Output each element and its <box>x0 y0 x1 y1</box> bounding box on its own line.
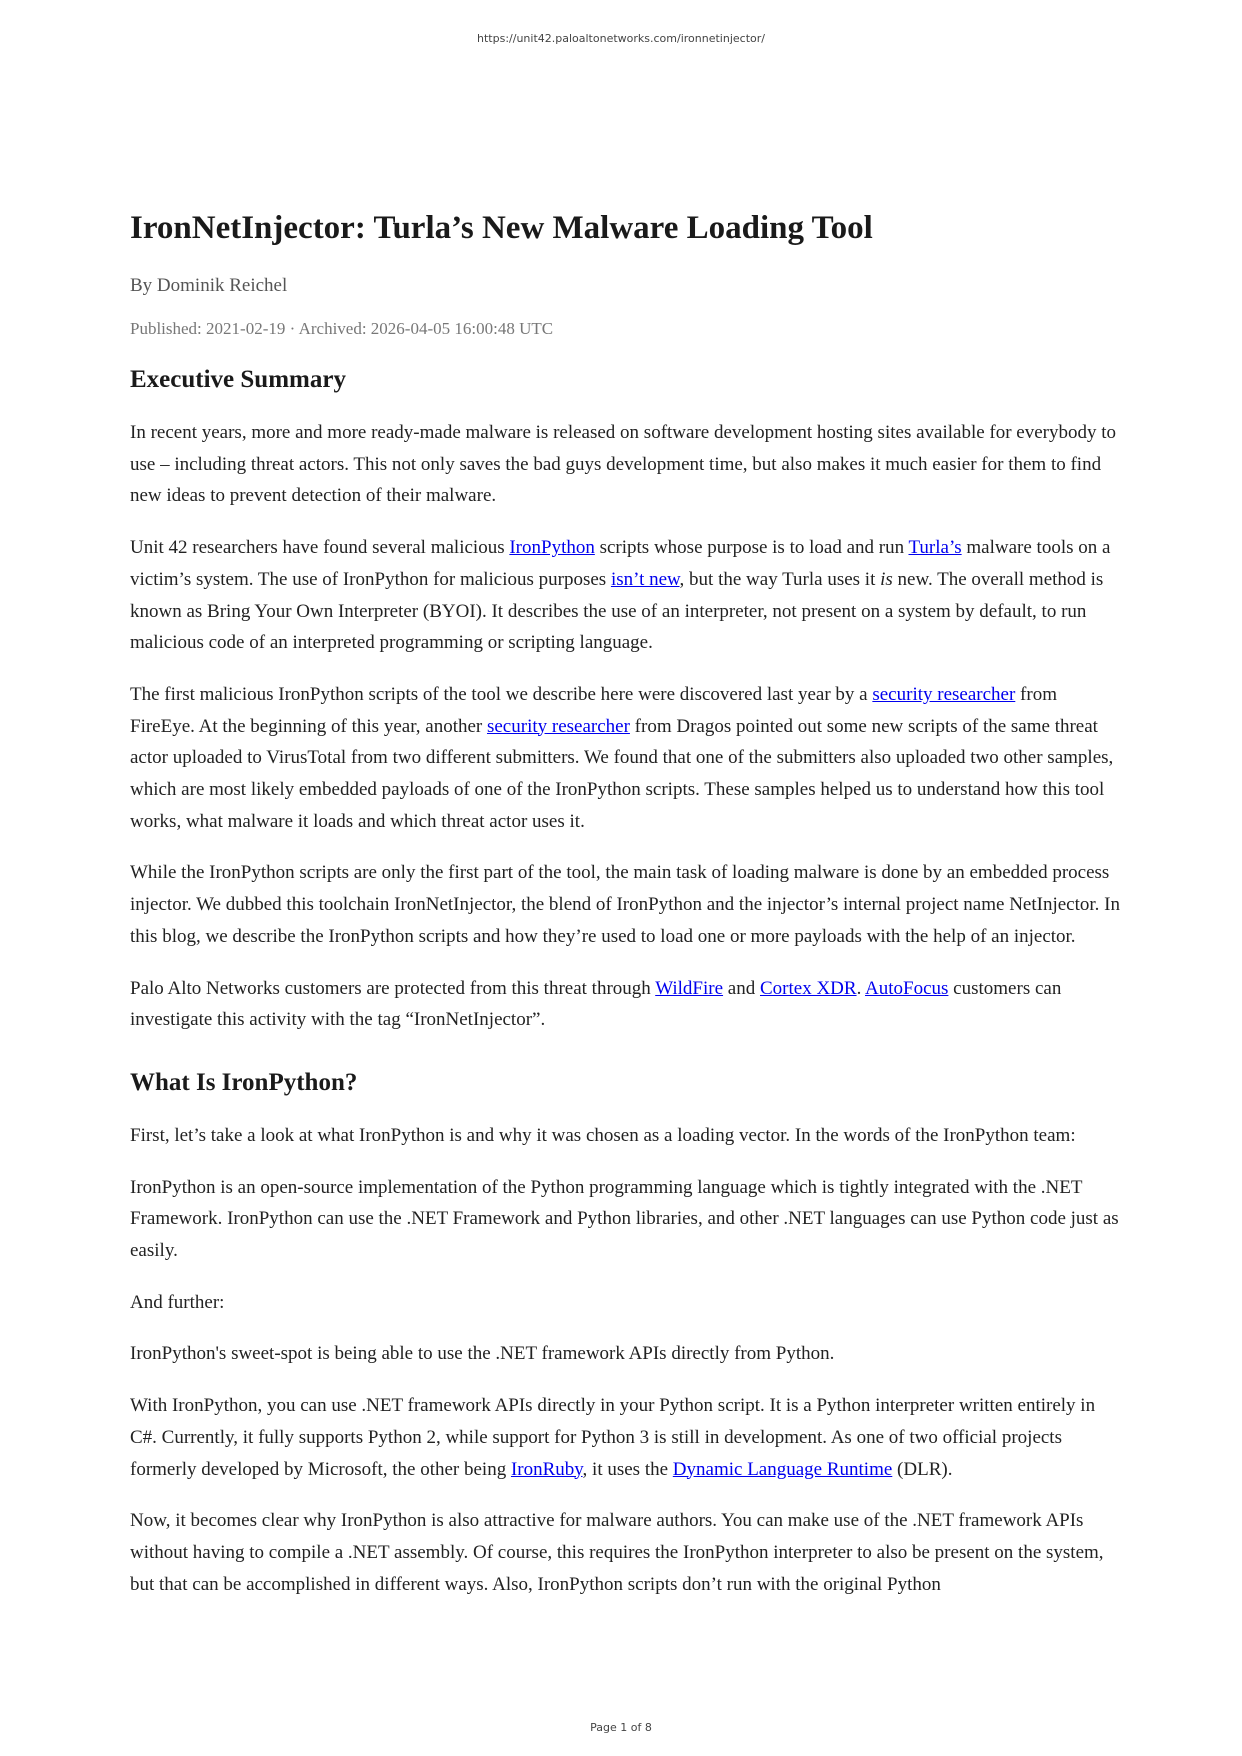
article-title: IronNetInjector: Turla’s New Malware Loading Tool <box>130 210 873 246</box>
paragraph <box>130 1505 1124 1600</box>
paragraph <box>130 1338 1124 1370</box>
paragraph <box>130 679 1124 838</box>
section-executive-summary <box>130 417 1124 1036</box>
section-heading-what-is-ironpython: What Is IronPython? <box>130 1068 358 1096</box>
inline-link[interactable]: Turla’s <box>908 537 962 559</box>
inline-link[interactable]: IronRuby <box>510 1458 583 1480</box>
paragraph <box>130 1390 1124 1485</box>
text-run: from FireEye. At the beginning of this year, another <box>130 683 1057 737</box>
text-run: And further: <box>130 1291 225 1313</box>
text-run: (DLR). <box>892 1458 953 1480</box>
emphasis-text: is <box>880 568 893 590</box>
text-run: Now, it becomes clear why IronPython is also attractive for malware authors. You can make use of the .NET framework APIs without having to compile a .NET assembly. Of course, this requires the IronPython interpreter to also be present on the system, but that can be accomplished in different ways. Also, IronPython scripts don’t run with the original Python <box>130 1510 1104 1595</box>
text-run: With IronPython, you can use .NET framework APIs directly in your Python script. It is a Python interpreter written entirely in C#. Currently, it fully supports Python 2, while support for Python 3 is still in development. As one of two official projects formerly developed by Microsoft, the other being <box>130 1395 1096 1480</box>
text-run: In recent years, more and more ready-made malware is released on software development hosting sites available for everybody to use – including threat actors. This not only saves the bad guys development time, but also makes it much easier for them to find new ideas to prevent detection of their malware. <box>130 422 1117 507</box>
inline-link[interactable]: Cortex XDR <box>759 977 857 999</box>
page-url: https://unit42.paloaltonetworks.com/ironnetinjector/ <box>477 32 765 45</box>
publish-meta: Published: 2021-02-19 · Archived: 2026-04-05 16:00:48 UTC <box>130 319 554 338</box>
text-run: , it uses the <box>582 1458 673 1480</box>
inline-link[interactable]: security researcher <box>486 715 630 737</box>
inline-link[interactable]: AutoFocus <box>865 977 949 999</box>
article <box>130 207 1124 1620</box>
paragraph <box>130 973 1124 1036</box>
section-heading-executive-summary: Executive Summary <box>130 366 346 393</box>
paragraph <box>130 1172 1124 1267</box>
author-byline: By Dominik Reichel <box>130 275 288 296</box>
inline-link[interactable]: Dynamic Language Runtime <box>672 1458 893 1480</box>
inline-link[interactable]: isn’t new <box>610 568 680 590</box>
text-run: customers can investigate this activity with the tag “IronNetInjector”. <box>130 977 1062 1031</box>
text-run: While the IronPython scripts are only the first part of the tool, the main task of loading malware is done by an embedded process injector. We dubbed this toolchain IronNetInjector, the blend of IronPython and the injector’s internal project name NetInjector. In this blog, we describe the IronPython scripts and how they’re used to load one or more payloads with the help of an injector. <box>130 862 1120 947</box>
text-run: First, let’s take a look at what IronPython is and why it was chosen as a loading vector. In the words of the IronPython team: <box>130 1124 1076 1146</box>
inline-link[interactable]: IronPython <box>509 537 595 559</box>
text-run: from Dragos pointed out some new scripts of the same threat actor uploaded to VirusTotal from two different submitters. We found that one of the submitters also uploaded two other samples, which are most likely embedded payloads of one of the IronPython scripts. These samples helped us to understand how this tool works, what malware it loads and which threat actor uses it. <box>130 715 1114 832</box>
paragraph <box>130 532 1124 659</box>
paragraph <box>130 857 1124 952</box>
paragraph <box>130 1120 1124 1152</box>
inline-link[interactable]: security researcher <box>872 683 1016 705</box>
text-run: and <box>723 977 760 999</box>
text-run: , but the way Turla uses it <box>679 568 881 590</box>
text-run: Unit 42 researchers have found several malicious <box>130 537 510 559</box>
page-number: Page 1 of 8 <box>590 1721 652 1734</box>
text-run: new. The overall method is known as Bring Your Own Interpreter (BYOI). It describes the use of an interpreter, not present on a system by default, to run malicious code of an interpreted programming or scripting language. <box>130 568 1104 654</box>
text-run: . <box>856 977 866 999</box>
text-run: IronPython is an open-source implementation of the Python programming language which is tightly integrated with the .NET Framework. IronPython can use the .NET Framework and Python libraries, and other .NET languages can use Python code just as easily. <box>130 1176 1119 1262</box>
paragraph <box>130 417 1124 512</box>
text-run: Palo Alto Networks customers are protected from this threat through <box>130 977 656 999</box>
paragraph <box>130 1287 1124 1319</box>
text-run: The first malicious IronPython scripts of the tool we describe here were discovered last year by a <box>130 683 873 705</box>
text-run: IronPython's sweet-spot is being able to use the .NET framework APIs directly from Python. <box>130 1343 835 1365</box>
section-what-is-ironpython <box>130 1120 1124 1600</box>
text-run: malware tools on a victim’s system. The use of IronPython for malicious purposes <box>130 537 1111 590</box>
inline-link[interactable]: WildFire <box>655 977 724 999</box>
text-run: scripts whose purpose is to load and run <box>594 537 909 559</box>
